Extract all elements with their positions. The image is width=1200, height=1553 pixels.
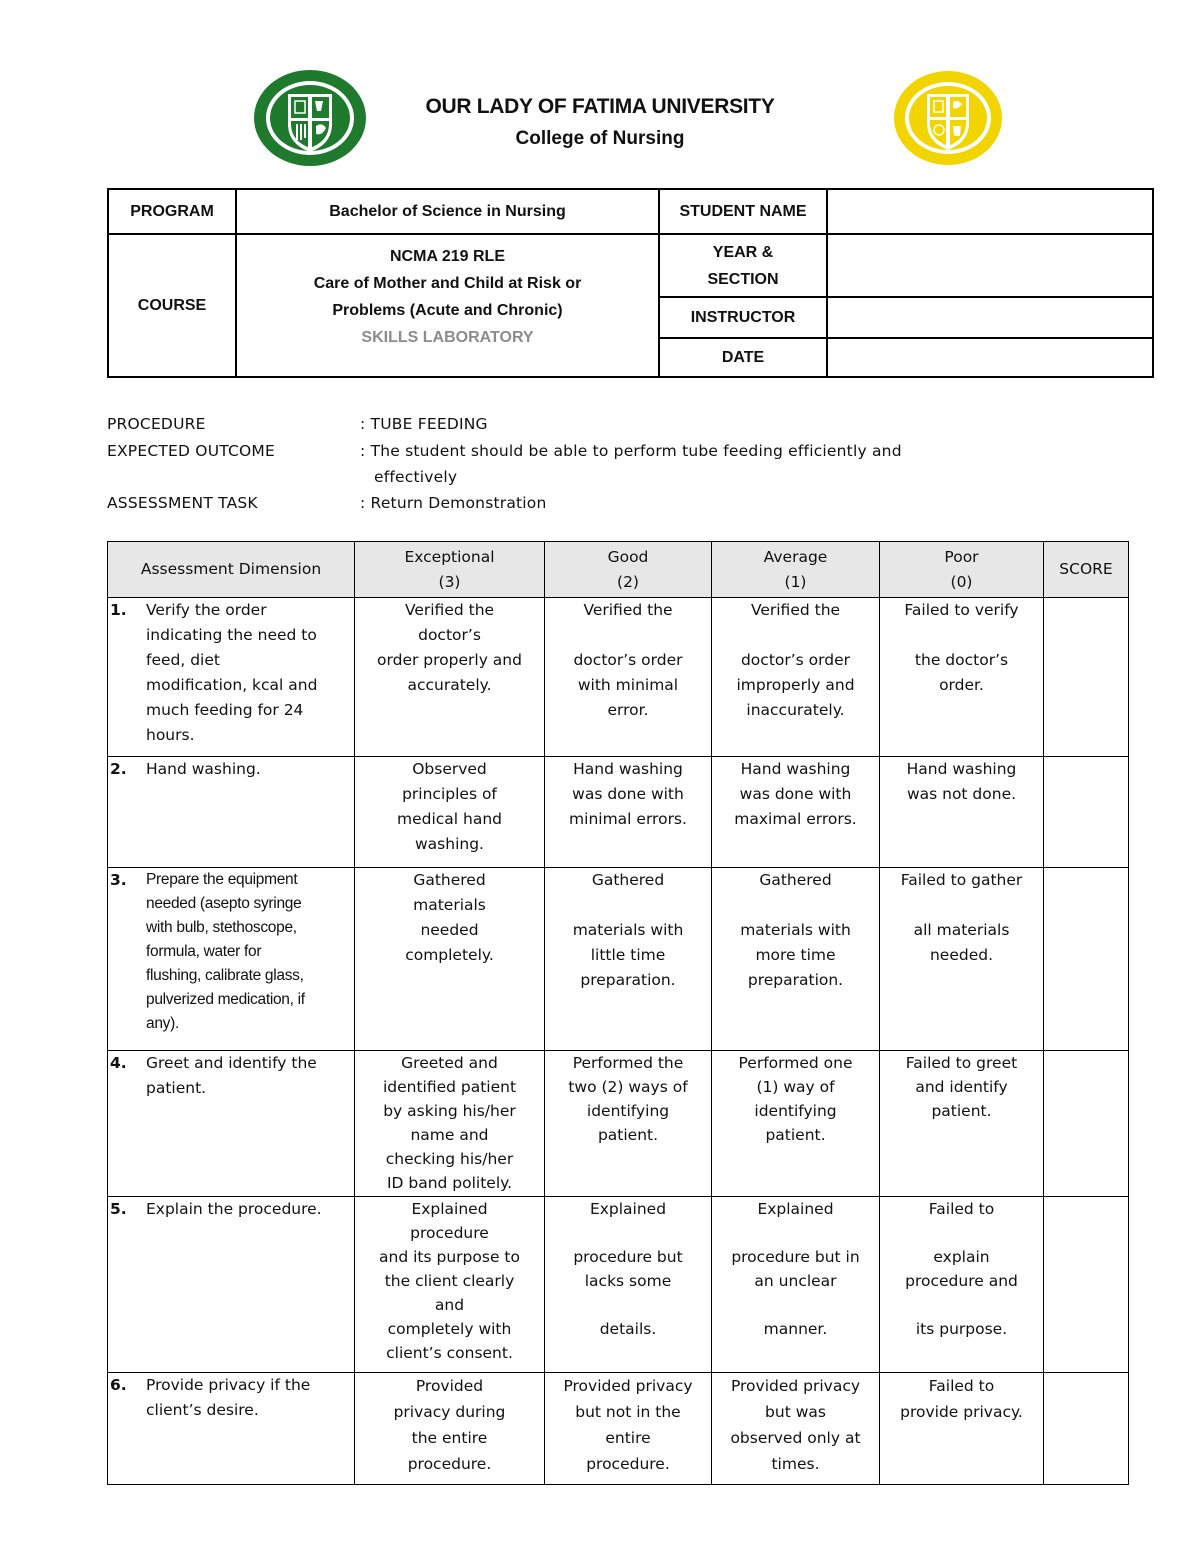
good-cell: Gathered materials with little time preparation. bbox=[545, 868, 712, 1051]
header-poor-points: (0) bbox=[950, 572, 973, 591]
course-info-table bbox=[107, 188, 1154, 378]
poor-cell: Failed to explain procedure and its purpose. bbox=[880, 1197, 1044, 1373]
dimension-number: 1. bbox=[110, 601, 127, 619]
expected-outcome-value bbox=[360, 438, 980, 490]
dimension-text: Verify the order indicating the need to feed, diet modification, kcal and much feeding for 24 hours. bbox=[146, 601, 318, 744]
dimension-number: 3. bbox=[110, 871, 127, 889]
assessment-task-value: : Return Demonstration bbox=[360, 494, 547, 512]
exceptional-cell: Provided privacy during the entire procedure. bbox=[355, 1373, 545, 1485]
poor-cell: Failed to greet and identify patient. bbox=[880, 1051, 1044, 1197]
year-section-label bbox=[659, 234, 827, 297]
program-label: PROGRAM bbox=[108, 189, 236, 234]
instructor-field[interactable] bbox=[827, 297, 1153, 338]
exceptional-cell: Verified the doctor’s order properly and accurately. bbox=[355, 598, 545, 757]
dimension-text: Prepare the equipment needed (asepto syringe with bulb, stethoscope, formula, water for flushing, calibrate glass, pulverized medication, if any). bbox=[146, 871, 305, 1032]
score-field[interactable] bbox=[1044, 757, 1129, 868]
course-label: COURSE bbox=[108, 234, 236, 377]
student-name-field[interactable] bbox=[827, 189, 1153, 234]
exceptional-cell: Observed principles of medical hand washing. bbox=[355, 757, 545, 868]
year-section-field[interactable] bbox=[827, 234, 1153, 297]
instructor-label: INSTRUCTOR bbox=[659, 297, 827, 338]
table-row bbox=[108, 1051, 1129, 1197]
course-code: NCMA 219 RLE bbox=[390, 248, 505, 265]
program-value: Bachelor of Science in Nursing bbox=[236, 189, 659, 234]
good-cell: Verified the doctor’s order with minimal error. bbox=[545, 598, 712, 757]
table-row bbox=[108, 1373, 1129, 1485]
poor-cell: Failed to verify the doctor’s order. bbox=[880, 598, 1044, 757]
header-good-points: (2) bbox=[617, 572, 639, 591]
header-score: SCORE bbox=[1044, 542, 1129, 598]
dimension-text: Greet and identify the patient. bbox=[146, 1054, 317, 1097]
header-poor-label: Poor bbox=[944, 547, 979, 566]
good-cell: Provided privacy but not in the entire procedure. bbox=[545, 1373, 712, 1485]
expected-outcome-line-1: : The student should be able to perform tube feeding efficiently and bbox=[360, 442, 902, 460]
score-field[interactable] bbox=[1044, 1051, 1129, 1197]
good-cell: Hand washing was done with minimal errors. bbox=[545, 757, 712, 868]
course-title-line-1: Care of Mother and Child at Risk or bbox=[313, 275, 582, 292]
expected-outcome-line-2: effectively bbox=[374, 468, 458, 486]
table-row bbox=[108, 868, 1129, 1051]
average-cell: Performed one (1) way of identifying patient. bbox=[712, 1051, 880, 1197]
header-assessment-dimension: Assessment Dimension bbox=[108, 542, 355, 598]
dimension-cell bbox=[108, 757, 355, 868]
dimension-text: Hand washing. bbox=[146, 760, 261, 778]
score-field[interactable] bbox=[1044, 1197, 1129, 1373]
header-poor bbox=[880, 542, 1044, 598]
table-row bbox=[108, 1197, 1129, 1373]
average-cell: Explained procedure but in an unclear manner. bbox=[712, 1197, 880, 1373]
average-cell: Hand washing was done with maximal errors. bbox=[712, 757, 880, 868]
dimension-number: 2. bbox=[110, 760, 127, 778]
date-field[interactable] bbox=[827, 338, 1153, 377]
university-seal-yellow bbox=[890, 68, 1006, 168]
poor-cell: Failed to gather all materials needed. bbox=[880, 868, 1044, 1051]
year-section-label-line-1: YEAR & bbox=[712, 243, 774, 261]
procedure-value: : TUBE FEEDING bbox=[360, 415, 488, 433]
header-exceptional-label: Exceptional bbox=[404, 547, 495, 566]
procedure-label: PROCEDURE bbox=[107, 415, 206, 433]
good-cell: Performed the two (2) ways of identifying patient. bbox=[545, 1051, 712, 1197]
header-average-points: (1) bbox=[784, 572, 807, 591]
header-exceptional-points: (3) bbox=[438, 572, 461, 591]
score-field[interactable] bbox=[1044, 598, 1129, 757]
college-name: College of Nursing bbox=[515, 128, 685, 149]
good-cell: Explained procedure but lacks some details. bbox=[545, 1197, 712, 1373]
header-average-label: Average bbox=[763, 547, 828, 566]
dimension-number: 4. bbox=[110, 1054, 127, 1072]
score-field[interactable] bbox=[1044, 868, 1129, 1051]
expected-outcome-label: EXPECTED OUTCOME bbox=[107, 442, 275, 460]
date-label: DATE bbox=[659, 338, 827, 377]
course-type: SKILLS LABORATORY bbox=[361, 329, 534, 346]
header-average bbox=[712, 542, 880, 598]
score-field[interactable] bbox=[1044, 1373, 1129, 1485]
table-row bbox=[108, 598, 1129, 757]
header-exceptional bbox=[355, 542, 545, 598]
dimension-cell bbox=[108, 598, 355, 757]
student-name-label: STUDENT NAME bbox=[659, 189, 827, 234]
dimension-number: 6. bbox=[110, 1376, 127, 1394]
year-section-label-line-2: SECTION bbox=[707, 270, 779, 288]
average-cell: Gathered materials with more time preparation. bbox=[712, 868, 880, 1051]
assessment-task-label: ASSESSMENT TASK bbox=[107, 494, 258, 512]
university-name: OUR LADY OF FATIMA UNIVERSITY bbox=[425, 95, 775, 118]
exceptional-cell: Greeted and identified patient by asking his/her name and checking his/her ID band politely. bbox=[355, 1051, 545, 1197]
dimension-cell bbox=[108, 1197, 355, 1373]
dimension-cell bbox=[108, 868, 355, 1051]
exceptional-cell: Gathered materials needed completely. bbox=[355, 868, 545, 1051]
course-title-line-2: Problems (Acute and Chronic) bbox=[332, 302, 563, 319]
dimension-cell bbox=[108, 1051, 355, 1197]
table-row bbox=[108, 757, 1129, 868]
dimension-text: Explain the procedure. bbox=[146, 1200, 322, 1218]
average-cell: Verified the doctor’s order improperly and inaccurately. bbox=[712, 598, 880, 757]
dimension-cell bbox=[108, 1373, 355, 1485]
header-good bbox=[545, 542, 712, 598]
course-details bbox=[236, 234, 659, 377]
dimension-text: Provide privacy if the client’s desire. bbox=[146, 1376, 311, 1419]
header-good-label: Good bbox=[607, 547, 649, 566]
rubric-table bbox=[107, 541, 1129, 1485]
average-cell: Provided privacy but was observed only at times. bbox=[712, 1373, 880, 1485]
poor-cell: Hand washing was not done. bbox=[880, 757, 1044, 868]
dimension-number: 5. bbox=[110, 1200, 127, 1218]
poor-cell: Failed to provide privacy. bbox=[880, 1373, 1044, 1485]
exceptional-cell: Explained procedure and its purpose to the client clearly and completely with client’s consent. bbox=[355, 1197, 545, 1373]
